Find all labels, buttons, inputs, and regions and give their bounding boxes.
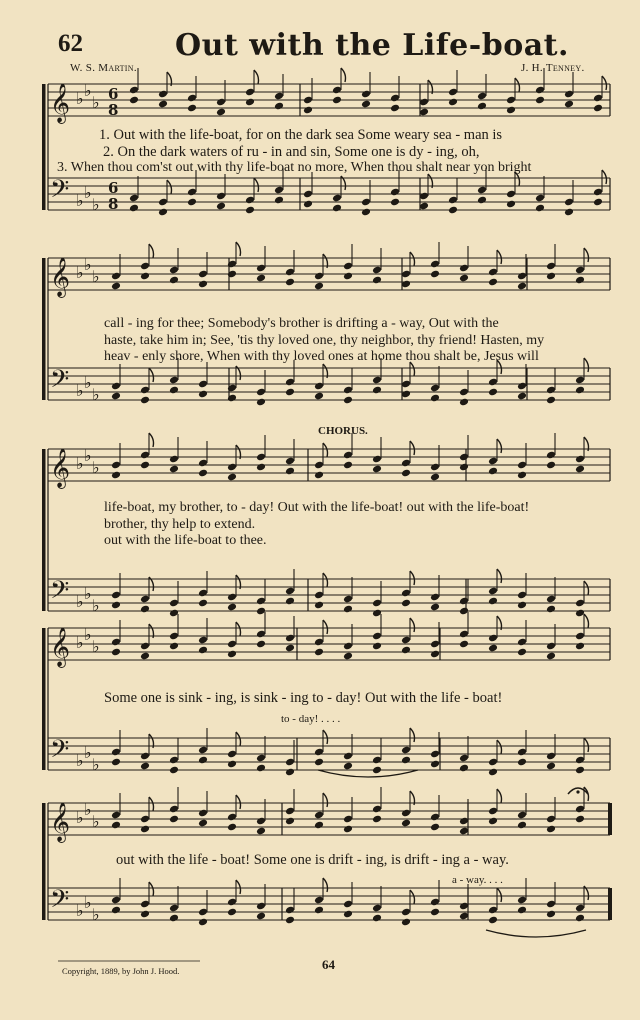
- system4-treble-notehead: [314, 648, 324, 657]
- system2-verse3: heav - enly shore, When with thy loved ones at home thou shalt be, Jesus will: [104, 349, 539, 364]
- system5-bass-notehead: [111, 906, 121, 915]
- system1-time-top: 6: [108, 179, 119, 197]
- system2-treble-notehead: [198, 280, 208, 289]
- system2-treble-notehead: [111, 282, 121, 291]
- system4-bass-notehead: [488, 768, 498, 777]
- system5-bass-notehead: [401, 918, 411, 927]
- system2-bass-notehead: [488, 388, 498, 397]
- system2-bass-clef: 𝄢: [50, 365, 70, 400]
- system3-bracket: [42, 449, 46, 611]
- system2-bass-notehead: [256, 398, 266, 407]
- system1-bass-notehead: [129, 204, 139, 213]
- system3-bass-notehead: [227, 603, 237, 612]
- system3-key-flat: ♭: [92, 458, 100, 477]
- system2-bass-notehead: [285, 388, 295, 397]
- system3-treble-notehead: [169, 465, 179, 474]
- system1-bass-notehead: [535, 204, 545, 213]
- system2-treble-notehead: [140, 272, 150, 281]
- system5-treble-notehead: [256, 827, 266, 836]
- system3-bass-notehead: [517, 601, 527, 610]
- system5-bass-notehead: [575, 914, 585, 923]
- system1-verse2: 2. On the dark waters of ru - in and sin, Some one is dy - ing, oh,: [103, 144, 480, 160]
- system5-bass-flag: [149, 882, 154, 896]
- system5-bass-notehead: [285, 916, 295, 925]
- system1-bass-notehead: [593, 198, 603, 207]
- system2-bass-notehead: [575, 386, 585, 395]
- system5-bass-notehead: [314, 906, 324, 915]
- system3-treble-notehead: [517, 471, 527, 480]
- system1-bass-notehead: [216, 202, 226, 211]
- system2-verse2: haste, take him in; See, 'tis thy loved one, thy neighbor, thy friend! Hasten, my: [104, 333, 545, 348]
- system3-bass-notehead: [314, 601, 324, 610]
- system4-treble-notehead: [169, 642, 179, 651]
- system3-treble-flag: [149, 433, 154, 447]
- system3-bass-notehead: [430, 603, 440, 612]
- system2-treble-notehead: [285, 278, 295, 287]
- system4-bass-notehead: [546, 762, 556, 771]
- system3-treble-flag: [410, 441, 415, 455]
- system3-key-flat: ♭: [76, 454, 84, 473]
- system4-key-flat: ♭: [84, 743, 92, 762]
- system1-key-flat: ♭: [76, 191, 84, 210]
- system4-bass-flag: [236, 732, 241, 746]
- system1-verse3: 3. When thou com'st out with thy life-boat no more, When thou shalt near yon bright: [57, 160, 532, 175]
- system3-key-flat: ♭: [76, 592, 84, 611]
- system5-bass-notehead: [430, 908, 440, 917]
- system3-treble-clef: 𝄞: [50, 448, 71, 488]
- system1-bracket: [42, 84, 46, 210]
- system3-key-flat: ♭: [84, 584, 92, 603]
- system2-bracket: [42, 258, 46, 400]
- system4-treble-notehead: [517, 648, 527, 657]
- system5-treble-notehead: [140, 825, 150, 834]
- system1-bass-notehead: [506, 200, 516, 209]
- system2-bass-notehead: [198, 390, 208, 399]
- system5-treble-notehead: [372, 815, 382, 824]
- system2-bass-notehead: [343, 396, 353, 405]
- system2-key-flat: ♭: [84, 255, 92, 274]
- system5-key-flat: ♭: [76, 808, 84, 827]
- system5-bass-clef: 𝄢: [50, 885, 70, 920]
- system2-treble-notehead: [372, 276, 382, 285]
- system3-treble-notehead: [372, 465, 382, 474]
- system3-treble-notehead: [343, 461, 353, 470]
- system5-bass-notehead: [198, 918, 208, 927]
- system3-bass-notehead: [285, 597, 295, 606]
- system4-bass-notehead: [372, 766, 382, 775]
- page-number: 62: [58, 30, 83, 57]
- system4-key-flat: ♭: [84, 625, 92, 644]
- system1-treble-notehead: [361, 100, 371, 109]
- system1-treble-clef: 𝄞: [50, 83, 71, 123]
- system3-treble-notehead: [459, 463, 469, 472]
- system3-key-flat: ♭: [84, 446, 92, 465]
- system2-treble-notehead: [459, 274, 469, 283]
- system1-treble-notehead: [216, 108, 226, 117]
- system5-bass-notehead: [169, 914, 179, 923]
- hymn-title: Out with the Life-boat.: [175, 28, 569, 63]
- system4-treble-notehead: [285, 644, 295, 653]
- system1-bass-notehead: [390, 198, 400, 207]
- system2-bass-notehead: [546, 396, 556, 405]
- system1-treble-notehead: [506, 106, 516, 115]
- system4-bass-notehead: [343, 762, 353, 771]
- system3-verse3: out with the life-boat to thee.: [104, 533, 267, 548]
- system4-bass-flag: [584, 738, 589, 752]
- system2-key-flat: ♭: [84, 373, 92, 392]
- system4-treble-flag: [236, 622, 241, 636]
- system4-treble-flag: [410, 618, 415, 632]
- system5-bracket: [42, 803, 46, 920]
- system1-time-bottom: 8: [108, 195, 119, 213]
- system4-bass-flag: [497, 740, 502, 754]
- system4-bass-notehead: [430, 760, 440, 769]
- system1-bass-notehead: [274, 196, 284, 205]
- system1-bass-notehead: [477, 196, 487, 205]
- system1-treble-notehead: [303, 106, 313, 115]
- system2-treble-flag: [149, 244, 154, 258]
- system2-bass-notehead: [517, 392, 527, 401]
- system1-bass-notehead: [158, 208, 168, 217]
- system5-treble-notehead: [430, 823, 440, 832]
- system4-bass-clef: 𝄢: [50, 735, 70, 770]
- system5-bass-notehead: [372, 914, 382, 923]
- system4-bass-notehead: [256, 764, 266, 773]
- system2-bass-notehead: [430, 394, 440, 403]
- footer-page-number: 64: [322, 957, 335, 972]
- system3-treble-notehead: [575, 465, 585, 474]
- system5-bass-flag: [323, 878, 328, 892]
- system3-treble-notehead: [488, 467, 498, 476]
- system2-treble-notehead: [546, 272, 556, 281]
- system3-bass-notehead: [198, 599, 208, 608]
- composer-credit: J. H. Tenney.: [521, 62, 585, 74]
- system1-treble-flag: [341, 68, 346, 82]
- system1-key-flat: ♭: [92, 93, 100, 112]
- system4-treble-flag: [323, 620, 328, 634]
- system2-bass-notehead: [314, 392, 324, 401]
- system5-treble-notehead: [227, 823, 237, 832]
- system2-treble-notehead: [575, 276, 585, 285]
- system4-bass-notehead: [140, 762, 150, 771]
- system3-bass-notehead: [546, 605, 556, 614]
- system1-key-flat: ♭: [76, 89, 84, 108]
- system5-treble-notehead: [575, 815, 585, 824]
- system5-lyric: out with the life - boat! Some one is drift - ing, is drift - ing a - way.: [116, 852, 509, 868]
- system1-treble-notehead: [477, 102, 487, 111]
- system1-key-flat: ♭: [92, 195, 100, 214]
- system2-treble-notehead: [343, 272, 353, 281]
- system4-treble-notehead: [575, 642, 585, 651]
- system1-verse1: 1. Out with the life-boat, for on the dark sea Some weary sea - man is: [99, 127, 503, 143]
- system1-treble-flag: [254, 70, 259, 84]
- system1-bass-notehead: [187, 198, 197, 207]
- system5-key-flat: ♭: [84, 893, 92, 912]
- system3-bass-flag: [497, 569, 502, 583]
- system4-bass-notehead: [517, 758, 527, 767]
- system2-treble-notehead: [488, 278, 498, 287]
- system4-bracket: [42, 628, 46, 770]
- system5-bass-flag: [410, 890, 415, 904]
- system5-treble-flag: [323, 793, 328, 807]
- system3-bass-notehead: [111, 601, 121, 610]
- system3-bass-flag: [410, 571, 415, 585]
- system4-bass-notehead: [198, 756, 208, 765]
- system4-treble-notehead: [401, 646, 411, 655]
- system3-verse1: life-boat, my brother, to - day! Out with the life-boat! out with the life-boat!: [104, 500, 530, 515]
- system3-bass-flag: [323, 573, 328, 587]
- system5-treble-notehead: [546, 825, 556, 834]
- system1-bass-notehead: [245, 206, 255, 215]
- system5-bass-notehead: [140, 910, 150, 919]
- system1-treble-flag: [602, 76, 607, 90]
- system4-lyric: Some one is sink - ing, is sink - ing to - day! Out with the life - boat!: [104, 690, 503, 706]
- tie: [486, 930, 586, 937]
- system2-treble-notehead: [430, 270, 440, 279]
- system1-bass-flag: [602, 170, 607, 184]
- system5-treble-flag: [149, 797, 154, 811]
- system2-treble-flag: [497, 250, 502, 264]
- system5-key-flat: ♭: [76, 901, 84, 920]
- system3-bass-notehead: [488, 597, 498, 606]
- system2-verse1: call - ing for thee; Somebody's brother is drifting a - way, Out with the: [104, 316, 499, 331]
- system4-treble-notehead: [256, 640, 266, 649]
- system1-bass-notehead: [448, 206, 458, 215]
- system4-treble-notehead: [198, 646, 208, 655]
- system5-treble-notehead: [198, 819, 208, 828]
- system5-key-flat: ♭: [92, 812, 100, 831]
- system3-treble-notehead: [256, 463, 266, 472]
- fermata-dot: [576, 790, 579, 793]
- system1-bass-flag: [254, 178, 259, 192]
- system3-treble-flag: [497, 439, 502, 453]
- system5-bass-lyric: a - way. . . .: [452, 874, 503, 886]
- system5-treble-notehead: [517, 821, 527, 830]
- system4-treble-flag: [584, 614, 589, 628]
- system1-key-flat: ♭: [84, 81, 92, 100]
- system4-key-flat: ♭: [92, 755, 100, 774]
- system1-bass-notehead: [332, 204, 342, 213]
- system4-treble-notehead: [227, 650, 237, 659]
- system3-treble-notehead: [227, 473, 237, 482]
- system2-treble-notehead: [256, 274, 266, 283]
- system4-bass-notehead: [227, 760, 237, 769]
- system2-treble-notehead: [169, 276, 179, 285]
- system4-treble-notehead: [140, 652, 150, 661]
- system2-key-flat: ♭: [92, 267, 100, 286]
- system2-bass-notehead: [372, 386, 382, 395]
- system3-treble-notehead: [198, 469, 208, 478]
- system4-key-flat: ♭: [92, 637, 100, 656]
- chorus-label: CHORUS.: [318, 425, 368, 437]
- system5-treble-notehead: [314, 821, 324, 830]
- system4-treble-notehead: [372, 642, 382, 651]
- system2-bass-flag: [584, 358, 589, 372]
- tie: [318, 770, 418, 777]
- system1-treble-notehead: [332, 96, 342, 105]
- system1-treble-notehead: [129, 96, 139, 105]
- system5-bass-notehead: [488, 916, 498, 925]
- system4-bass-lyric: to - day! . . . .: [281, 713, 341, 725]
- system3-treble-notehead: [314, 471, 324, 480]
- system3-treble-notehead: [546, 461, 556, 470]
- system3-verse2: brother, thy help to extend.: [104, 517, 256, 532]
- system2-bass-notehead: [111, 392, 121, 401]
- system2-bass-notehead: [169, 386, 179, 395]
- system2-treble-flag: [410, 252, 415, 266]
- system2-key-flat: ♭: [76, 381, 84, 400]
- system5-bass-notehead: [517, 906, 527, 915]
- system4-bass-flag: [323, 730, 328, 744]
- system5-bass-notehead: [343, 910, 353, 919]
- system4-treble-notehead: [111, 648, 121, 657]
- system1-key-flat: ♭: [84, 183, 92, 202]
- system4-bass-notehead: [575, 766, 585, 775]
- system1-bass-clef: 𝄢: [50, 175, 70, 210]
- system2-key-flat: ♭: [76, 263, 84, 282]
- system3-treble-notehead: [285, 467, 295, 476]
- system1-bass-notehead: [361, 208, 371, 217]
- system5-treble-flag: [236, 795, 241, 809]
- system5-bass-notehead: [546, 910, 556, 919]
- system3-key-flat: ♭: [92, 596, 100, 615]
- system3-bass-flag: [584, 581, 589, 595]
- system2-treble-notehead: [517, 282, 527, 291]
- system4-treble-clef: 𝄞: [50, 627, 71, 667]
- system5-key-flat: ♭: [92, 905, 100, 924]
- system1-treble-notehead: [187, 104, 197, 113]
- system4-key-flat: ♭: [76, 633, 84, 652]
- system4-bass-notehead: [169, 766, 179, 775]
- system3-treble-notehead: [401, 469, 411, 478]
- system3-treble-notehead: [430, 473, 440, 482]
- copyright-notice: Copyright, 1889, by John J. Hood.: [62, 966, 180, 976]
- system2-key-flat: ♭: [92, 385, 100, 404]
- system1-treble-notehead: [564, 100, 574, 109]
- system1-treble-notehead: [535, 96, 545, 105]
- system5-bass-notehead: [256, 912, 266, 921]
- system3-treble-notehead: [111, 471, 121, 480]
- system2-bass-notehead: [140, 396, 150, 405]
- system5-bass-flag: [497, 888, 502, 902]
- system4-bass-flag: [410, 728, 415, 742]
- system3-bass-notehead: [401, 599, 411, 608]
- system1-treble-flag: [515, 78, 520, 92]
- system1-treble-notehead: [158, 100, 168, 109]
- system4-bass-notehead: [314, 758, 324, 767]
- system1-bass-flag: [167, 180, 172, 194]
- system1-treble-notehead: [593, 104, 603, 113]
- system2-treble-notehead: [314, 282, 324, 291]
- system1-treble-notehead: [274, 102, 284, 111]
- system5-key-flat: ♭: [84, 800, 92, 819]
- system4-bass-notehead: [285, 768, 295, 777]
- system5-bass-notehead: [227, 908, 237, 917]
- system5-treble-flag: [497, 789, 502, 803]
- system2-treble-flag: [236, 242, 241, 256]
- system4-bass-notehead: [111, 758, 121, 767]
- system1-bass-notehead: [564, 208, 574, 217]
- system3-treble-notehead: [140, 461, 150, 470]
- system1-treble-notehead: [245, 98, 255, 107]
- system5-treble-notehead: [285, 817, 295, 826]
- system2-treble-clef: 𝄞: [50, 257, 71, 297]
- system4-bass-notehead: [459, 764, 469, 773]
- system2-bass-notehead: [459, 398, 469, 407]
- system4-treble-notehead: [430, 650, 440, 659]
- system5-treble-clef: 𝄞: [50, 802, 71, 842]
- system4-treble-notehead: [546, 652, 556, 661]
- system5-treble-notehead: [401, 819, 411, 828]
- system5-treble-notehead: [111, 821, 121, 830]
- system1-time-bottom: 8: [108, 101, 119, 119]
- system5-treble-notehead: [169, 815, 179, 824]
- system1-treble-notehead: [448, 98, 458, 107]
- system3-bass-notehead: [343, 605, 353, 614]
- system2-bass-flag: [149, 368, 154, 382]
- system4-treble-notehead: [343, 652, 353, 661]
- system5-treble-notehead: [488, 817, 498, 826]
- system5-treble-notehead: [343, 825, 353, 834]
- system4-treble-notehead: [459, 640, 469, 649]
- system3-bass-clef: 𝄢: [50, 576, 70, 611]
- system5-bass-flag: [236, 880, 241, 894]
- lyricist-credit: W. S. Martin.: [70, 62, 137, 74]
- system4-key-flat: ♭: [76, 751, 84, 770]
- system4-bass-notehead: [401, 756, 411, 765]
- system3-bass-notehead: [140, 605, 150, 614]
- system1-time-top: 6: [108, 85, 119, 103]
- system1-bass-notehead: [303, 200, 313, 209]
- system1-treble-notehead: [390, 104, 400, 113]
- system3-treble-flag: [323, 443, 328, 457]
- system4-treble-notehead: [488, 644, 498, 653]
- system2-treble-flag: [584, 248, 589, 262]
